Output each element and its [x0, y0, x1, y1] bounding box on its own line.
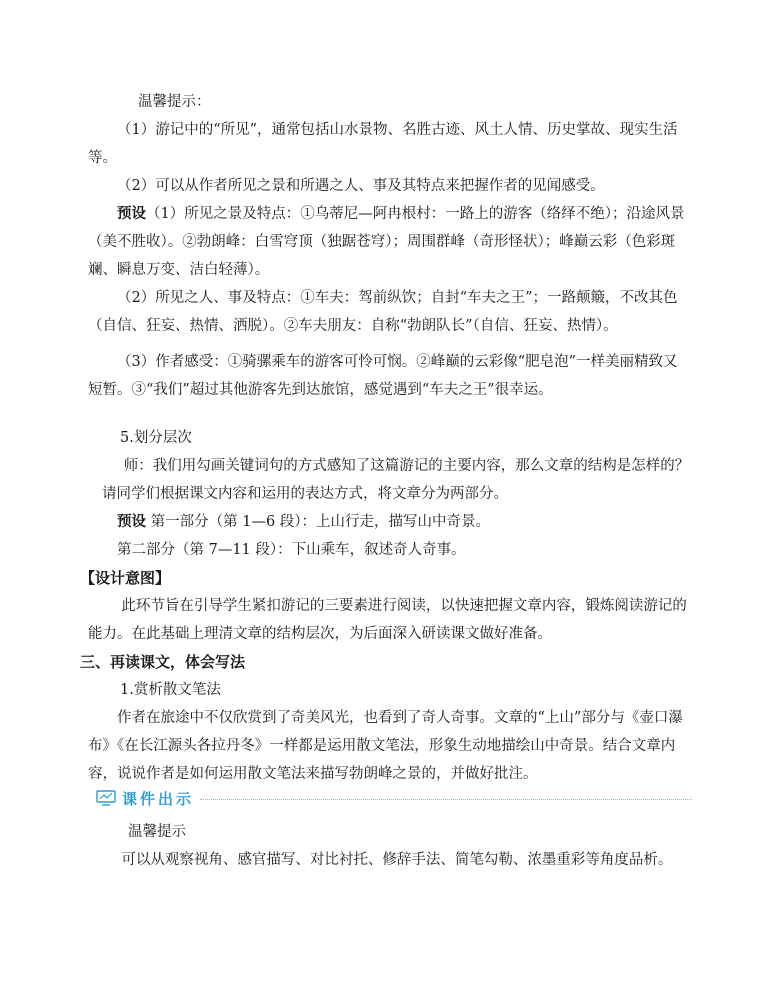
- preset-paragraph-1: [88, 200, 692, 284]
- tip-2-text: 可以从观察视角、感官描写、对比衬托、修辞手法、简笔勾勒、浓墨重彩等角度品析。: [121, 852, 673, 868]
- courseware-divider: [200, 799, 692, 800]
- design-text: 此环节旨在引导学生紧扣游记的三要素进行阅读，以快速把握文章内容，锻炼阅读游记的能力。在此基础上理清文章的结构层次，为后面深入研读课文做好准备。: [88, 598, 687, 642]
- tip-block-2: [88, 818, 692, 874]
- section-5-block: [88, 424, 692, 564]
- section-3-heading: 三、再读课文，体会写法: [80, 653, 246, 671]
- preset-label-2: 预设: [117, 513, 146, 530]
- section-5-heading: 5.划分层次: [120, 430, 192, 446]
- tip-paragraph-2: （2）可以从作者所见之景和所遇之人、事及其特点来把握作者的见闻感受。: [117, 178, 605, 194]
- courseware-title: 课件出示: [122, 789, 195, 808]
- preset-block: [88, 200, 692, 404]
- part-1-text: 第一部分（第 1—6 段）：上山行走，描写山中奇景。: [150, 514, 491, 530]
- design-heading: 【设计意图】: [80, 569, 171, 587]
- preset-paragraph-2: （2）所见之人、事及特点：①车夫：驾前纵饮；自封“车夫之王”；一路颠簸，不改其色（自信、狂妄、热情、洒脱）。②车夫朋友：自称“勃朗队长”（自信、狂妄、热情）。: [88, 290, 678, 334]
- tip-paragraph-1: （1）游记中的“所见”，通常包括山水景物、名胜古迹、风土人情、历史掌故、现实生活等。: [88, 122, 678, 166]
- part-1-line: [88, 508, 692, 536]
- section-3-text: 作者在旅途中不仅欣赏到了奇美风光，也看到了奇人奇事。文章的“上山”部分与《壶口瀑布》《在长江源头各拉丹冬》一样都是运用散文笔法，形象生动地描绘山中奇景。结合文章内容，说说作者是如何运用散文笔法来描写勃朗峰之景的，并做好批注。: [88, 710, 683, 782]
- part-2-line: 第二部分（第 7—11 段）：下山乘车，叙述奇人奇事。: [117, 542, 466, 558]
- tip-block-1: [88, 88, 692, 200]
- section-3-block: [80, 648, 692, 788]
- teacher-text: 师：我们用勾画关键词句的方式感知了这篇游记的主要内容，那么文章的结构是怎样的？请同学们根据课文内容和运用的表达方式，将文章分为两部分。: [102, 458, 690, 502]
- screen-icon: [96, 790, 116, 806]
- tip-label: 温馨提示：: [138, 94, 211, 110]
- section-3-subheading: 1.赏析散文笔法: [120, 682, 221, 698]
- preset-paragraph-3: （3）作者感受：①骑骡乘车的游客可怜可悯。②峰巅的云彩像“肥皂泡”一样美丽精致又短暂。③“我们”超过其他游客先到达旅馆，感觉遇到“车夫之王”很幸运。: [88, 354, 678, 398]
- preset-text-1: （1）所见之景及特点：①乌蒂尼—阿冉根村：一路上的游客（络绎不绝）；沿途风景（美不胜收）。②勃朗峰：白雪穹顶（独踞苍穹）；周围群峰（奇形怪状）；峰巅云彩（色彩斑斓、瞬息万变、洁白轻薄）。: [88, 206, 685, 278]
- design-block: [80, 564, 692, 648]
- courseware-bar: [96, 784, 692, 812]
- preset-label: 预设: [117, 205, 146, 222]
- tip-2-label: 温馨提示: [128, 824, 186, 840]
